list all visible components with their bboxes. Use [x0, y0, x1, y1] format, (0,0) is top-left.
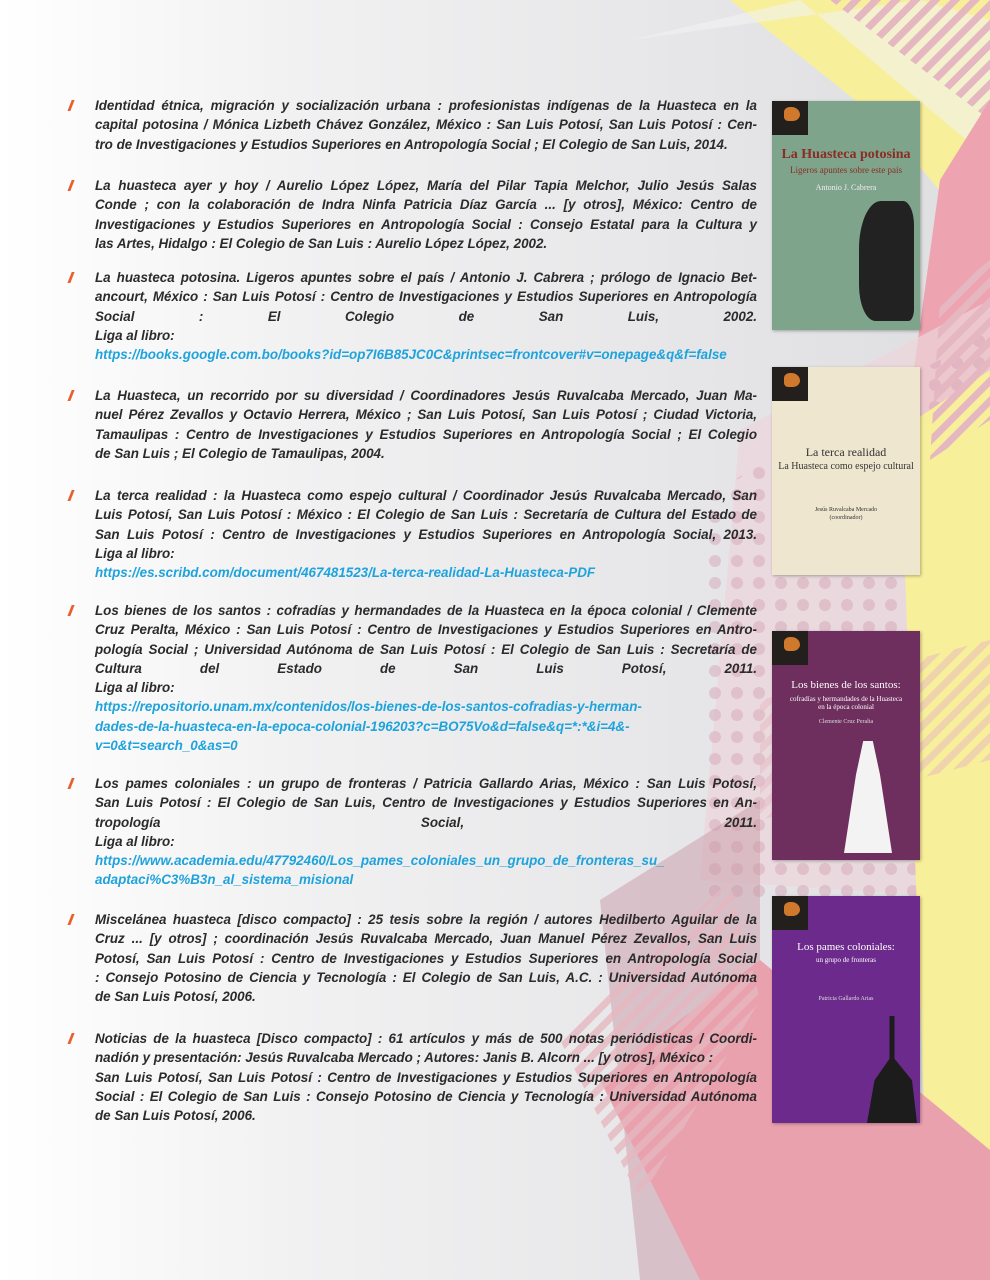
entry-text-line: Identidad étnica, migración y socialización urbana : profesionistas indígenas de la Huasteca en la — [95, 98, 757, 113]
entry-text-line: las Artes, Hidalgo : El Colegio de San Luis : Aurelio López López, 2002. — [95, 235, 548, 251]
cover-subtitle: La Huasteca como espejo cultural — [778, 461, 914, 472]
bullet-slash-icon: // — [68, 912, 71, 929]
bibliography-entry — [68, 176, 757, 253]
entry-text-line: Social : El Colegio de San Luis : Consejo Potosino de Ciencia y Tecnología : Universidad Autónoma — [95, 1088, 757, 1104]
entry-text-line: tropología Social, 2011. — [95, 814, 757, 830]
cover-author: Clemente Cruz Peralta — [818, 719, 874, 725]
entry-text-line: San Luis Potosí, San Luis Potosí : Centro de Investigaciones y Estudios Superiores en Antropología — [95, 1069, 757, 1085]
entry-text-line: Noticias de la huasteca [Disco compacto] : 61 artículos y más de 500 notas periódisticas / Coordi- — [95, 1031, 757, 1046]
entry-text-line: Los bienes de los santos : cofradías y hermandades de la Huasteca en la época colonial / Clemente — [95, 603, 757, 618]
bullet-slash-icon: // — [68, 98, 71, 115]
bibliography-entry — [68, 96, 757, 154]
entry-text-line: La huasteca potosina. Ligeros apuntes sobre el país / Antonio J. Cabrera ; prólogo de Ignacio Bet- — [95, 270, 757, 285]
cover-subtitle: Ligeros apuntes sobre este país — [790, 165, 902, 175]
book-link[interactable]: dades-de-la-huasteca-en-la-epoca-colonial-196203?c=BO75Vo&d=false&q=*:*&i=4&- — [95, 718, 630, 734]
bibliography-entry — [68, 774, 757, 890]
bullet-slash-icon: // — [68, 603, 71, 620]
bibliography-entry — [68, 386, 757, 463]
book-cover-bienes-santos — [772, 631, 920, 860]
book-link[interactable]: https://es.scribd.com/document/467481523/La-terca-realidad-La-Huasteca-PDF — [95, 565, 596, 581]
cover-note: (coordinador) — [829, 515, 863, 521]
cover-author: Jesús Ruvalcaba Mercado — [814, 507, 878, 513]
entry-text-line: nuel Pérez Zevallos y Octavio Herrera, México ; San Luis Potosí, San Luis Potosí ; Ciudad Victoria, — [95, 407, 757, 423]
entry-text-line: Liga al libro: — [95, 833, 175, 849]
entry-text-line: de San Luis Potosí, 2006. — [95, 1108, 256, 1124]
entry-text-line: tro de Investigaciones y Estudios Superiores en Antropología Social ; El Colegio de San Luis, 2014. — [95, 136, 728, 152]
bullet-slash-icon: // — [68, 1031, 71, 1048]
bullet-slash-icon: // — [68, 388, 71, 405]
bibliography-entry — [68, 268, 757, 364]
collection-logo — [772, 367, 808, 401]
entry-text-line: Liga al libro: — [95, 680, 175, 696]
bullet-slash-icon: // — [68, 488, 71, 505]
cover-title: La Huasteca potosina — [781, 147, 911, 162]
entry-text-line: San Luis Potosí : El Colegio de San Luis, Centro de Investigaciones y Estudios Superiores en An- — [95, 795, 757, 811]
entry-text-line: nadión y presentación: Jesús Ruvalcaba Mercado ; Autores: Janis B. Alcorn ... [y otros], México : — [95, 1050, 714, 1066]
entry-text-line: pología Social ; Universidad Autónoma de San Luis Potosí : El Colegio de San Luis : Secretaría de — [95, 641, 757, 657]
book-link[interactable]: https://www.academia.edu/47792460/Los_pames_coloniales_un_grupo_de_fronteras_su_ — [95, 853, 665, 869]
collection-logo — [772, 101, 808, 135]
entry-text-line: de San Luis Potosí, 2006. — [95, 989, 256, 1005]
book-cover-huasteca-potosina — [772, 101, 920, 330]
cover-subtitle: cofradías y hermandades de la Huasteca en la época colonial — [789, 695, 903, 711]
entry-text-line: Social : El Colegio de San Luis, 2002. — [95, 308, 757, 324]
entry-text-line: capital potosina / Mónica Lizbeth Chávez González, México : San Luis Potosí, San Luis Potosí : Cen- — [95, 117, 757, 133]
entry-text-line: La huasteca ayer y hoy / Aurelio López López, María del Pilar Tapia Melchor, Julio Jesús Salas — [95, 178, 757, 193]
entry-text-line: Cruz ... [y otros] ; coordinación Jesús Ruvalcaba Mercado, Juan Manuel Pérez Zevallos, San Luis — [95, 931, 757, 947]
entry-text-line: Liga al libro: — [95, 327, 175, 343]
entry-text-line: Tamaulipas : Centro de Investigaciones y Estudios Superiores en Antropología Social ; El Colegio — [95, 426, 757, 442]
bullet-slash-icon: // — [68, 178, 71, 195]
book-cover-pames-coloniales — [772, 896, 920, 1123]
entry-text-line: Miscelánea huasteca [disco compacto] : 25 tesis sobre la región / autores Hedilberto Aguilar de la — [95, 912, 757, 927]
entry-text-line: La Huasteca, un recorrido por su diversidad / Coordinadores Jesús Ruvalcaba Mercado, Juan Ma- — [95, 388, 757, 403]
entry-text-line: Liga al libro: — [95, 545, 175, 561]
entry-text-line: La terca realidad : la Huasteca como espejo cultural / Coordinador Jesús Ruvalcaba Mercado, San — [95, 488, 757, 503]
entry-text-line: Los pames coloniales : un grupo de fronteras / Patricia Gallardo Arias, México : San Luis Potosí, — [95, 776, 757, 791]
entry-text-line: : Consejo Potosino de Ciencia y Tecnología : El Colegio de San Luis, A.C. : Universidad Autónoma — [95, 969, 757, 985]
entry-text-line: Conde ; con la colaboración de Indra Ninfa Patricia Díaz García ... [y otros], México: Centro de — [95, 197, 757, 213]
cover-title: Los bienes de los santos: — [791, 679, 901, 691]
cover-author: Antonio J. Cabrera — [815, 183, 877, 192]
cover-subtitle: un grupo de fronteras — [815, 956, 877, 964]
cover-author: Patricia Gallardo Arias — [818, 996, 874, 1002]
cover-title: Los pames coloniales: — [797, 941, 895, 953]
book-link[interactable]: v=0&t=search_0&as=0 — [95, 738, 238, 754]
bibliography-entry — [68, 1029, 757, 1125]
collection-logo — [772, 896, 808, 930]
entry-text-line: San Luis Potosí : Centro de Investigaciones y Estudios Superiores en Antropología Social, 2013. — [95, 526, 757, 542]
bullet-slash-icon: // — [68, 270, 71, 287]
entry-text-line: Cruz Peralta, México : San Luis Potosí : Centro de Investigaciones y Estudios Superiores en Antro- — [95, 622, 757, 638]
cross-tower-illustration — [867, 1016, 917, 1123]
entry-text-line: ancourt, México : San Luis Potosí : Centro de Investigaciones y Estudios Superiores en Antropología — [95, 289, 757, 305]
book-cover-terca-realidad — [772, 367, 920, 575]
book-link[interactable]: adaptaci%C3%B3n_al_sistema_misional — [95, 872, 354, 888]
cover-title: La terca realidad — [805, 445, 887, 459]
entry-text-line: Luis Potosí, San Luis Potosí : México : El Colegio de San Luis : Secretaría de Cultura del Estado de — [95, 507, 757, 523]
collection-logo — [772, 631, 808, 665]
bibliography-entry — [68, 486, 757, 582]
book-link[interactable]: https://repositorio.unam.mx/contenidos/los-bienes-de-los-santos-cofradias-y-herman- — [95, 699, 642, 715]
bibliography-entry — [68, 910, 757, 1006]
bibliography-entry — [68, 601, 757, 755]
entry-text-line: Potosí, San Luis Potosí : Centro de Investigaciones y Estudios Superiores en Antropología Social — [95, 950, 757, 966]
entry-text-line: Investigaciones y Estudios Superiores en Antropología Social : Consejo Estatal para la Cultura y — [95, 216, 757, 232]
entry-text-line: de San Luis ; El Colegio de Tamaulipas, 2004. — [95, 445, 385, 461]
bullet-slash-icon: // — [68, 776, 71, 793]
book-link[interactable]: https://books.google.com.bo/books?id=op7I6B85JC0C&printsec=frontcover#v=onepage&q&f=false — [95, 347, 727, 363]
entry-text-line: Cultura del Estado de San Luis Potosí, 2011. — [95, 660, 757, 676]
horse-illustration — [859, 201, 914, 321]
hooded-figure-illustration — [844, 741, 892, 853]
